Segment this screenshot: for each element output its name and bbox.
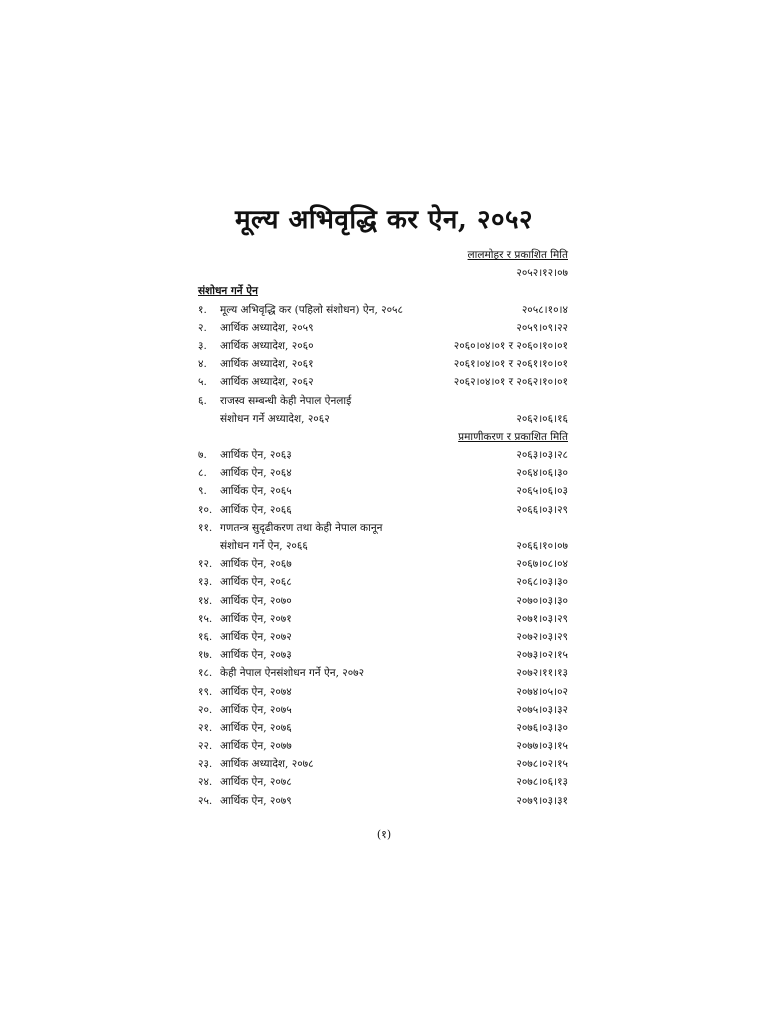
list-item [198, 446, 568, 464]
item-number: १३. [198, 576, 213, 589]
item-label: आर्थिक ऐन, २०७९ [220, 794, 292, 807]
item-date: २०७८।०२।१५ [516, 758, 568, 771]
item-label: आर्थिक ऐन, २०७२ [220, 630, 292, 643]
list-item [198, 355, 568, 373]
item-date: २०५९।०९।२२ [516, 321, 568, 334]
item-date: २०७७।०३।१५ [516, 740, 568, 753]
item-number: २१. [198, 721, 213, 734]
item-label: आर्थिक ऐन, २०६३ [220, 449, 292, 462]
item-number: २२. [198, 740, 213, 753]
item-label: आर्थिक ऐन, २०७६ [220, 721, 292, 734]
list-item [198, 482, 568, 500]
list-item [198, 683, 568, 701]
item-label: आर्थिक ऐन, २०७७ [220, 740, 292, 753]
item-date: २०६१।०४।०१ र २०६१।१०।०१ [453, 358, 568, 371]
item-number: १४. [198, 594, 213, 607]
item-number: १८. [198, 667, 213, 680]
item-date: २०६५।०६।०३ [516, 485, 568, 498]
seal-heading: लालमोहर र प्रकाशित मिति [467, 249, 568, 261]
cert-heading-row [198, 428, 568, 446]
list-item-continuation [198, 537, 568, 555]
item-number: २. [198, 321, 207, 334]
item-label: आर्थिक अध्यादेश, २०५९ [220, 321, 314, 334]
item-date: २०७२।०३।२९ [516, 630, 568, 643]
item-label: आर्थिक ऐन, २०७३ [220, 649, 292, 662]
item-date: २०६६।०३।२९ [516, 503, 568, 516]
list-item [198, 301, 568, 319]
item-date: २०७१।०३।२९ [516, 612, 568, 625]
item-label: आर्थिक अध्यादेश, २०६० [220, 339, 314, 352]
item-number: १७. [198, 649, 213, 662]
amend-heading: संशोधन गर्ने ऐन [198, 285, 258, 298]
item-number: १९. [198, 685, 213, 698]
item-label: आर्थिक ऐन, २०७१ [220, 612, 292, 625]
list-item [198, 664, 568, 682]
item-number: ५. [198, 376, 207, 389]
item-number: ३. [198, 339, 207, 352]
item-label: राजस्व सम्बन्धी केही नेपाल ऐनलाई [220, 394, 352, 407]
item-label: संशोधन गर्ने अध्यादेश, २०६२ [220, 412, 330, 425]
item-number: १२. [198, 558, 213, 571]
item-date: २०५८।१०।४ [521, 303, 568, 316]
list-item [198, 501, 568, 519]
list-item [198, 755, 568, 773]
item-date: २०६२।०४।०१ र २०६२।१०।०१ [453, 376, 568, 389]
item-number: १. [198, 303, 207, 316]
item-label: संशोधन गर्ने ऐन, २०६६ [220, 540, 308, 552]
item-label: गणतन्त्र सुदृढीकरण तथा केही नेपाल कानून [220, 521, 383, 534]
item-date: २०७४।०५।०२ [516, 685, 568, 698]
cert-heading: प्रमाणीकरण र प्रकाशित मिति [458, 430, 568, 443]
list-item [198, 610, 568, 628]
list-item [198, 464, 568, 482]
list-item [198, 519, 568, 537]
list-item [198, 719, 568, 737]
list-item [198, 392, 568, 410]
item-label: आर्थिक ऐन, २०७८ [220, 776, 292, 789]
item-label: आर्थिक ऐन, २०७५ [220, 703, 292, 716]
item-number: २४. [198, 776, 213, 789]
item-label: केही नेपाल ऐनसंशोधन गर्ने ऐन, २०७२ [220, 667, 365, 680]
item-number: ६. [198, 394, 207, 407]
item-date: २०७०।०३।३० [516, 594, 568, 607]
item-date: २०६८।०३।३० [516, 576, 568, 589]
item-label: मूल्य अभिवृद्धि कर (पहिलो संशोधन) ऐन, २०५८ [220, 303, 403, 316]
item-date: २०६७।०८।०४ [516, 558, 568, 571]
item-number: ११. [198, 521, 213, 534]
item-label: आर्थिक ऐन, २०६५ [220, 485, 292, 498]
item-label: आर्थिक ऐन, २०६८ [220, 576, 292, 589]
item-number: १५. [198, 612, 213, 625]
list-item [198, 792, 568, 810]
item-number: १०. [198, 503, 213, 516]
amendment-list [198, 246, 568, 810]
list-item [198, 737, 568, 755]
item-label: आर्थिक ऐन, २०६४ [220, 467, 292, 480]
item-number: ७. [198, 449, 207, 462]
seal-date: २०५२।१२।०७ [516, 267, 568, 280]
item-label: आर्थिक ऐन, २०६७ [220, 558, 292, 571]
item-label: आर्थिक ऐन, २०६६ [220, 503, 292, 516]
list-item [198, 701, 568, 719]
item-date: २०६३।०३।२८ [516, 449, 568, 462]
page-title: मूल्य अभिवृद्धि कर ऐन, २०५२ [234, 205, 534, 235]
item-number: १६. [198, 630, 213, 643]
seal-heading-row [198, 246, 568, 264]
item-label: आर्थिक अध्यादेश, २०७८ [220, 758, 314, 771]
item-label: आर्थिक अध्यादेश, २०६१ [220, 358, 314, 371]
list-item-continuation [198, 410, 568, 428]
item-date: २०७६।०३।३० [516, 721, 568, 734]
item-number: ४. [198, 358, 207, 371]
item-label: आर्थिक अध्यादेश, २०६२ [220, 376, 314, 389]
list-item [198, 319, 568, 337]
item-date: २०६६।१०।०७ [516, 540, 568, 552]
list-item [198, 592, 568, 610]
item-number: २०. [198, 703, 213, 716]
item-label: आर्थिक ऐन, २०७० [220, 594, 292, 607]
item-date: २०७८।०६।१३ [516, 776, 568, 789]
item-date: २०६२।०६।१६ [516, 412, 568, 425]
item-label: आर्थिक ऐन, २०७४ [220, 685, 292, 698]
list-item [198, 573, 568, 591]
item-number: ८. [198, 467, 207, 480]
item-date: २०७३।०२।१५ [516, 649, 568, 662]
list-item [198, 337, 568, 355]
item-date: २०६०।०४।०१ र २०६०।१०।०१ [453, 339, 568, 352]
item-number: ९. [198, 485, 207, 498]
amend-heading-row [198, 282, 568, 300]
item-date: २०७५।०३।३२ [516, 703, 568, 716]
item-date: २०७२।११।१३ [516, 667, 568, 680]
list-item [198, 555, 568, 573]
list-item [198, 773, 568, 791]
item-number: २५. [198, 794, 213, 807]
list-item [198, 646, 568, 664]
item-date: २०७९।०३।३१ [516, 794, 568, 807]
item-number: २३. [198, 758, 213, 771]
seal-date-row [198, 264, 568, 282]
list-item [198, 628, 568, 646]
item-date: २०६४।०६।३० [516, 467, 568, 480]
page-number: (१) [376, 828, 392, 841]
list-item [198, 373, 568, 391]
